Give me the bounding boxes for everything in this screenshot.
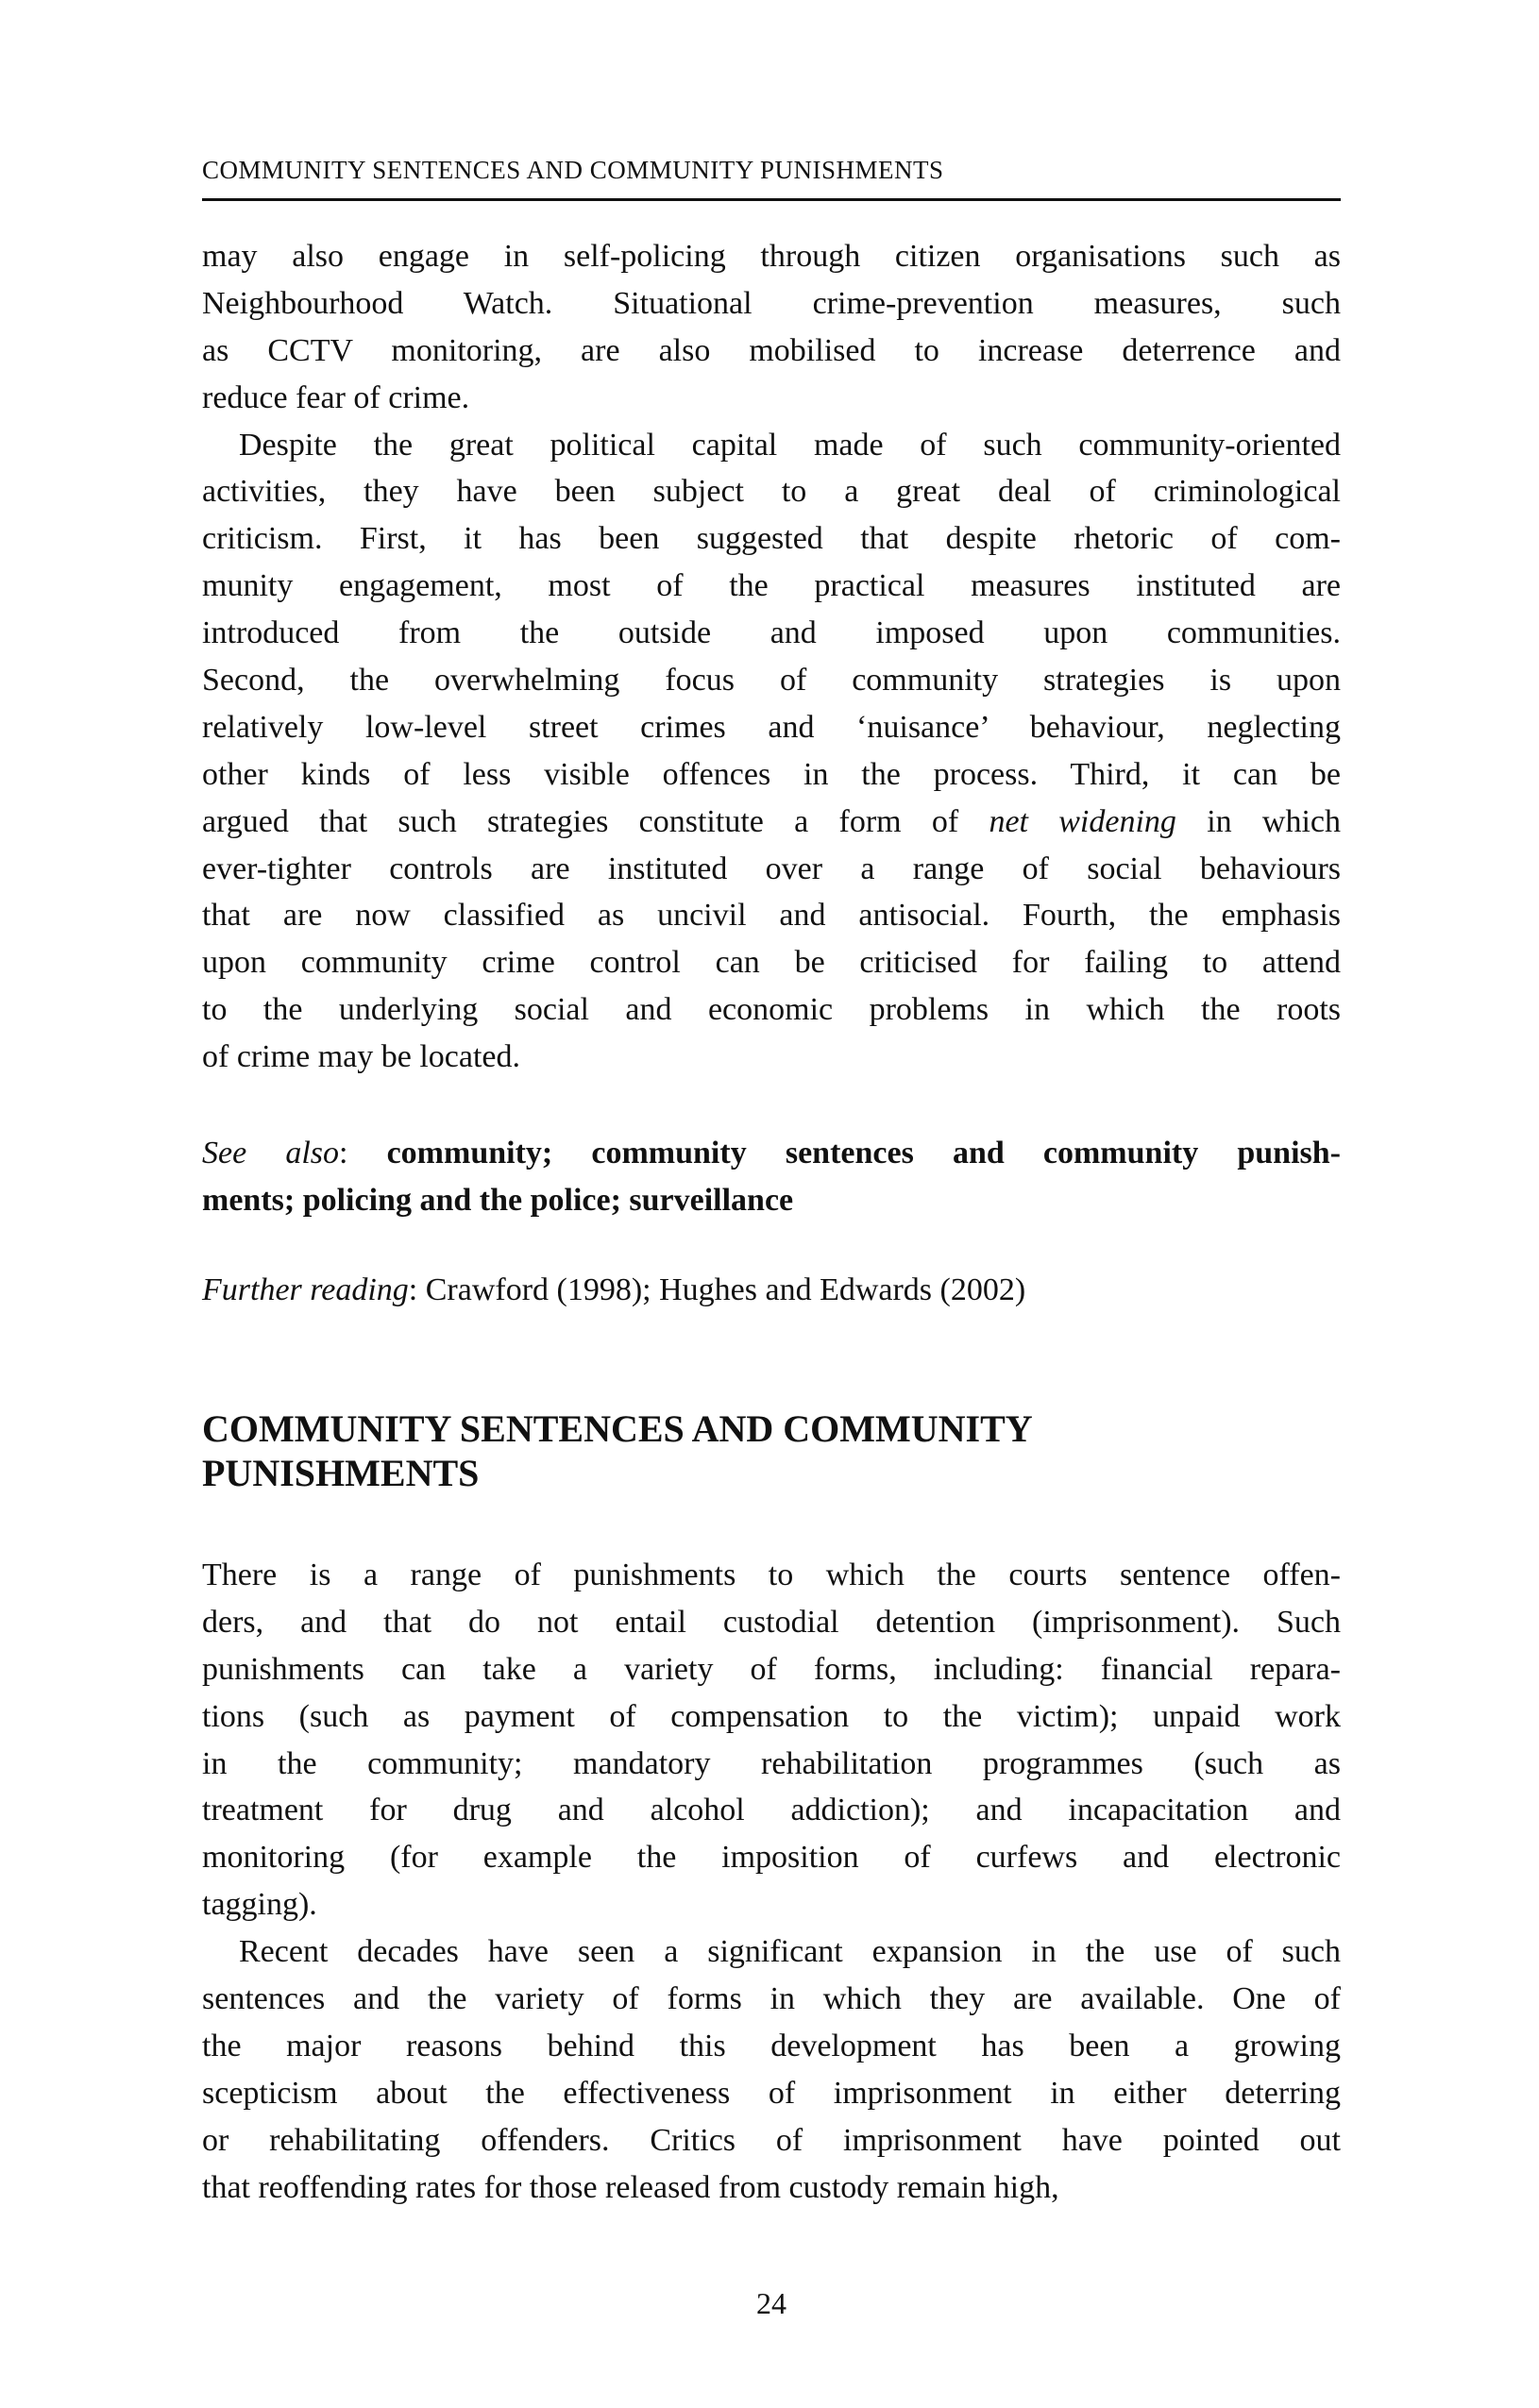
text-line bbox=[202, 1741, 1341, 1788]
text-run: as CCTV monitoring, are also mobilised to increase deterrence and bbox=[202, 332, 1341, 368]
text-run: may also engage in self-policing through citizen organisations such as bbox=[202, 239, 1341, 274]
running-head: COMMUNITY SENTENCES AND COMMUNITY PUNISHMENTS bbox=[202, 156, 944, 184]
text-line bbox=[202, 704, 1341, 751]
page-number: 24 bbox=[756, 2286, 786, 2320]
body-text-top bbox=[202, 233, 1341, 1081]
text-run: to the underlying social and economic problems in which the roots bbox=[202, 992, 1341, 1028]
text-line bbox=[202, 422, 1341, 469]
text-run: scepticism about the effectiveness of imprisonment in either deterring bbox=[202, 2075, 1341, 2111]
text-run: There is a range of punishments to which the courts sentence offen- bbox=[202, 1558, 1341, 1592]
text-run: argued that such strategies constitute a form of bbox=[202, 803, 989, 839]
text-line bbox=[202, 1646, 1341, 1693]
text-run: tions (such as payment of compensation to the victim); unpaid work bbox=[202, 1698, 1341, 1734]
paragraph bbox=[202, 1267, 1341, 1314]
text-run: criticism. First, it has been suggested that despite rhetoric of com- bbox=[202, 521, 1341, 557]
text-line bbox=[202, 468, 1341, 515]
text-run: : bbox=[339, 1136, 387, 1170]
text-run: treatment for drug and alcohol addiction); and incapacitation and bbox=[202, 1793, 1341, 1828]
text-line bbox=[202, 657, 1341, 704]
text-line bbox=[202, 1787, 1341, 1834]
paragraph bbox=[202, 1130, 1341, 1224]
cross-reference: ments; policing and the police; surveillance bbox=[202, 1182, 794, 1218]
text-line bbox=[202, 1881, 1341, 1928]
text-line bbox=[202, 1034, 1341, 1081]
paragraph bbox=[202, 233, 1341, 422]
text-line bbox=[202, 2023, 1341, 2070]
text-run: activities, they have been subject to a great deal of criminological bbox=[202, 474, 1341, 510]
text-run: in the community; mandatory rehabilitation programmes (such as bbox=[202, 1745, 1341, 1781]
text-run: munity engagement, most of the practical measures instituted are bbox=[202, 568, 1341, 604]
text-line bbox=[202, 2070, 1341, 2117]
text-line bbox=[202, 1406, 1341, 1451]
text-run: ever-tighter controls are instituted over a range of social behaviours bbox=[202, 850, 1341, 886]
text-run: monitoring (for example the imposition of curfews and electronic bbox=[202, 1840, 1341, 1876]
text-line bbox=[202, 1130, 1341, 1177]
text-run: that are now classified as uncivil and antisocial. Fourth, the emphasis bbox=[202, 898, 1341, 934]
text-line bbox=[202, 1451, 1341, 1495]
body-text-bottom bbox=[202, 1552, 1341, 2211]
text-line bbox=[202, 1177, 1341, 1224]
text-line bbox=[202, 986, 1341, 1034]
text-run: other kinds of less visible offences in the process. Third, it can be bbox=[202, 756, 1341, 792]
text-line bbox=[202, 1693, 1341, 1741]
text-run: COMMUNITY SENTENCES AND COMMUNITY bbox=[202, 1407, 1033, 1450]
italic-text: net widening bbox=[989, 803, 1176, 839]
text-run: tagging). bbox=[202, 1887, 317, 1923]
italic-text: Further reading bbox=[202, 1272, 409, 1307]
text-run: or rehabilitating offenders. Critics of imprisonment have pointed out bbox=[202, 2122, 1341, 2158]
text-run: Second, the overwhelming focus of community strategies is upon bbox=[202, 663, 1341, 699]
text-line bbox=[202, 1267, 1341, 1314]
text-line bbox=[202, 375, 1341, 422]
text-run: the major reasons behind this development has been a growing bbox=[202, 2028, 1341, 2063]
text-run: punishments can take a variety of forms, including: financial repara- bbox=[202, 1651, 1341, 1687]
heading-text bbox=[202, 1406, 1341, 1495]
paragraph bbox=[202, 1552, 1341, 1928]
text-run: reduce fear of crime. bbox=[202, 379, 470, 415]
text-line bbox=[202, 2117, 1341, 2164]
text-line bbox=[202, 515, 1341, 563]
paragraph bbox=[202, 1928, 1341, 2211]
entry-heading bbox=[202, 1406, 1341, 1495]
see-also bbox=[202, 1130, 1341, 1224]
paragraph bbox=[202, 422, 1341, 1081]
text-run: PUNISHMENTS bbox=[202, 1452, 480, 1494]
text-line bbox=[202, 1928, 1341, 1976]
text-run: upon community crime control can be criticised for failing to attend bbox=[202, 945, 1341, 981]
text-line bbox=[202, 799, 1341, 846]
text-line bbox=[202, 563, 1341, 610]
italic-text: See also bbox=[202, 1136, 339, 1170]
text-run: Despite the great political capital made of such community-oriented bbox=[239, 427, 1341, 463]
text-line bbox=[202, 892, 1341, 939]
text-line bbox=[202, 939, 1341, 986]
cross-reference: community; community sentences and community punish- bbox=[386, 1136, 1341, 1170]
further-reading bbox=[202, 1267, 1341, 1314]
header-rule bbox=[202, 198, 1341, 201]
text-run: : Crawford (1998); Hughes and Edwards (2002) bbox=[408, 1272, 1026, 1307]
text-line bbox=[202, 1552, 1341, 1599]
text-line bbox=[202, 1976, 1341, 2023]
text-run: Neighbourhood Watch. Situational crime-prevention measures, such bbox=[202, 285, 1341, 321]
text-line bbox=[202, 233, 1341, 280]
text-line bbox=[202, 2164, 1341, 2212]
text-line bbox=[202, 610, 1341, 657]
text-line bbox=[202, 846, 1341, 893]
text-line bbox=[202, 1834, 1341, 1881]
text-run: of crime may be located. bbox=[202, 1039, 521, 1075]
text-run: sentences and the variety of forms in which they are available. One of bbox=[202, 1981, 1341, 2017]
text-run: relatively low-level street crimes and ‘nuisance’ behaviour, neglecting bbox=[202, 709, 1341, 745]
text-run: introduced from the outside and imposed upon communities. bbox=[202, 615, 1341, 651]
text-run: in which bbox=[1175, 803, 1341, 839]
text-line bbox=[202, 751, 1341, 799]
text-line bbox=[202, 1599, 1341, 1646]
text-line bbox=[202, 328, 1341, 375]
text-run: that reoffending rates for those released from custody remain high, bbox=[202, 2169, 1059, 2205]
text-line bbox=[202, 280, 1341, 328]
text-run: ders, and that do not entail custodial detention (imprisonment). Such bbox=[202, 1604, 1341, 1640]
text-run: Recent decades have seen a significant expansion in the use of such bbox=[239, 1934, 1341, 1970]
